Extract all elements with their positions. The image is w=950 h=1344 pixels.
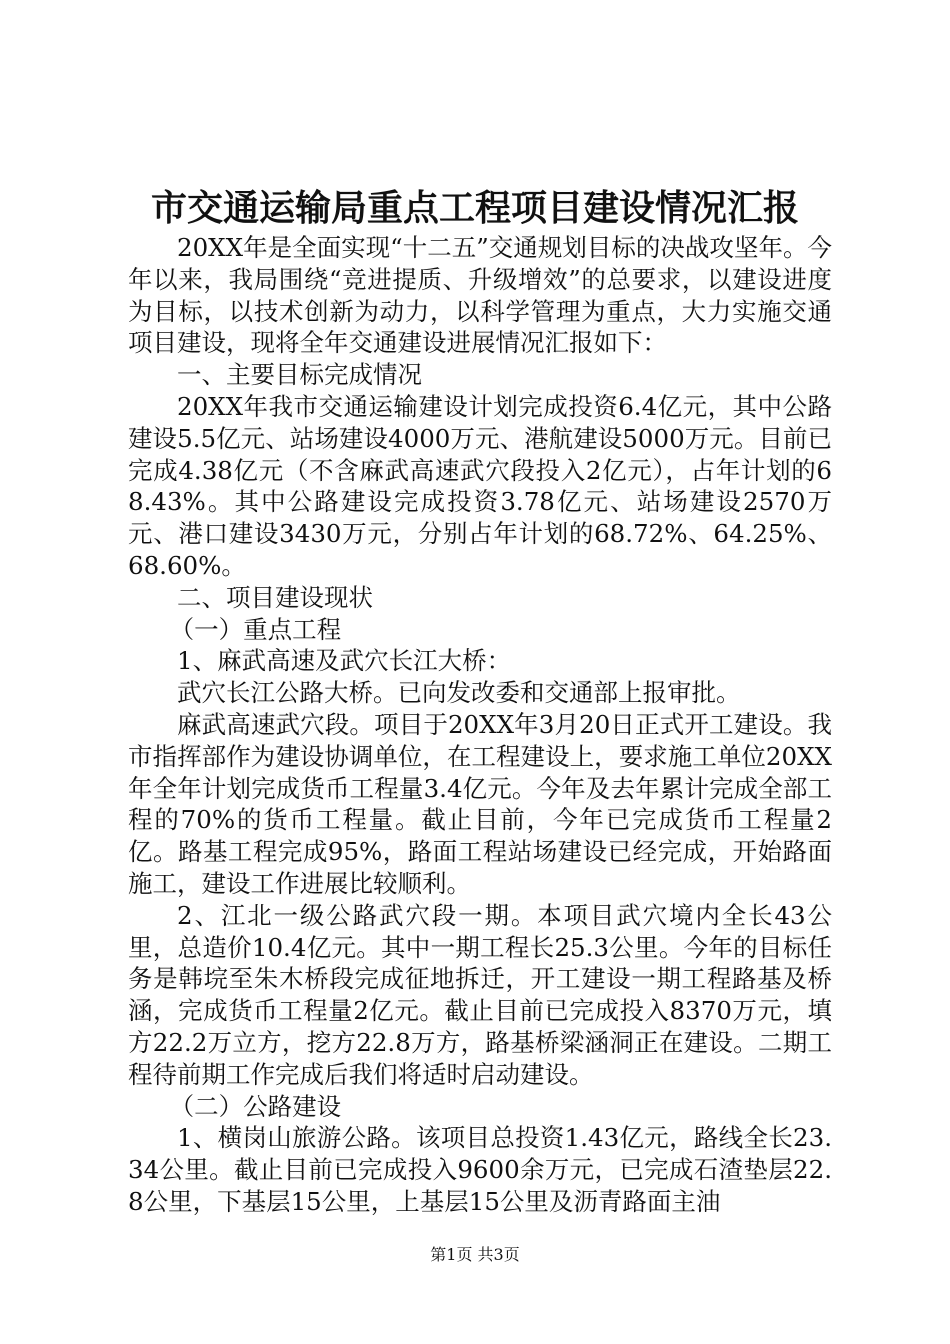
document-body xyxy=(128,232,832,1218)
paragraph: 20XX年我市交通运输建设计划完成投资6.4亿元，其中公路建设5.5亿元、站场建设4000万元、港航建设5000万元。目前已完成4.38亿元（不含麻武高速武穴段投入2亿元），占年计划的68.43%。其中公路建设完成投资3.78亿元、站场建设2570万元、港口建设3430万元，分别占年计划的68.72%、64.25%、68.60%。 xyxy=(128,391,832,580)
paragraph: 20XX年是全面实现“十二五”交通规划目标的决战攻坚年。今年以来，我局围绕“竞进提质、升级增效”的总要求，以建设进度为目标，以技术创新为动力，以科学管理为重点，大力实施交通项目建设，现将全年交通建设进展情况汇报如下： xyxy=(128,233,832,358)
item-heading: 1、麻武高速及武穴长江大桥： xyxy=(177,646,512,676)
section-heading: 一、主要目标完成情况 xyxy=(177,360,422,390)
page-number-footer: 第1页 共3页 xyxy=(430,1245,520,1264)
section-heading: 二、项目建设现状 xyxy=(177,582,373,612)
subsection-heading: （一）重点工程 xyxy=(169,614,342,644)
paragraph: 2、江北一级公路武穴段一期。本项目武穴境内全长43公里，总造价10.4亿元。其中一期工程长25.3公里。今年的目标任务是韩垸至朱木桥段完成征地拆迁，开工建设一期工程路基及桥涵，完成货币工程量2亿元。截止目前已完成投入8370万元，填方22.2万立方，挖方22.8万方，路基桥梁涵洞正在建设。二期工程待前期工作完成后我们将适时启动建设。 xyxy=(128,900,832,1089)
paragraph: 麻武高速武穴段。项目于20XX年3月20日正式开工建设。我市指挥部作为建设协调单位，在工程建设上，要求施工单位20XX年全年计划完成货币工程量3.4亿元。今年及去年累计完成全部工程的70%的货币工程量。截止目前，今年已完成货币工程量2亿。路基工程完成95%，路面工程站场建设已经完成，开始路面施工，建设工作进展比较顺利。 xyxy=(128,709,832,898)
subsection-heading: （二）公路建设 xyxy=(169,1091,342,1121)
paragraph: 武穴长江公路大桥。已向发改委和交通部上报审批。 xyxy=(177,678,741,708)
paragraph: 1、横岗山旅游公路。该项目总投资1.43亿元，路线全长23.34公里。截止目前已完成投入9600余万元，已完成石渣垫层22.8公里，下基层15公里，上基层15公里及沥青路面主油 xyxy=(128,1123,832,1216)
document-title: 市交通运输局重点工程项目建设情况汇报 xyxy=(150,187,799,229)
